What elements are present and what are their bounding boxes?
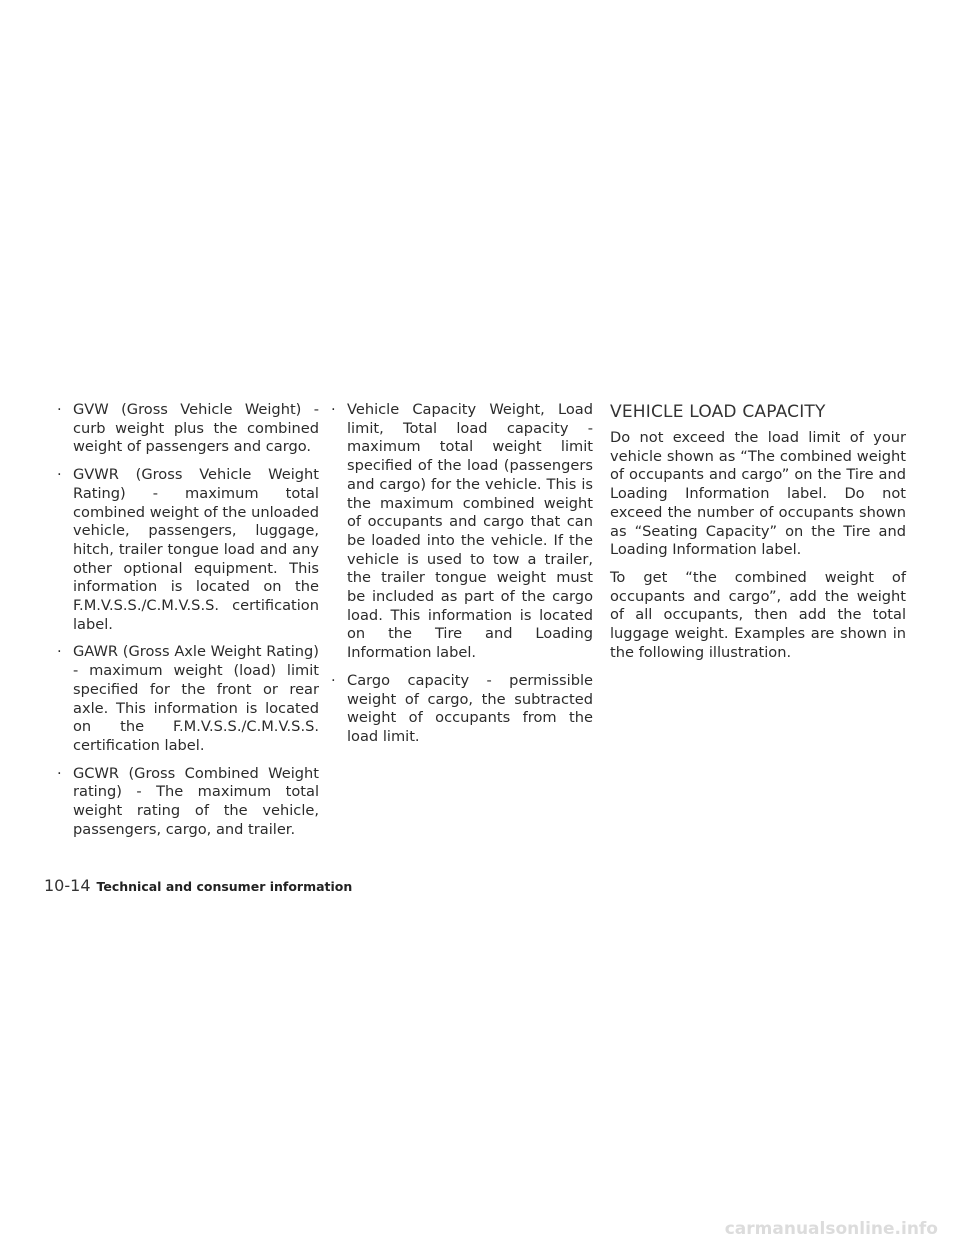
bullet-gvwr	[57, 466, 319, 634]
bullet-marker: ·	[57, 466, 62, 484]
column-left	[57, 401, 319, 848]
column-right	[610, 401, 906, 671]
bullet-gawr	[57, 643, 319, 755]
bullet-text: GCWR (Gross Combined Weight rating) - The maximum total weight rating of the vehicle, passengers, cargo, and trailer.	[73, 764, 319, 838]
bullet-vehicle-capacity-weight	[331, 401, 593, 663]
bullet-text: Cargo capacity - permissible weight of cargo, the subtracted weight of occupants from the load limit.	[347, 671, 593, 745]
bullet-marker: ·	[57, 764, 62, 782]
page-footer	[44, 876, 352, 895]
bullet-marker: ·	[57, 643, 62, 661]
bullet-text: GVWR (Gross Vehicle Weight Rating) - maximum total combined weight of the unloaded vehicle, passengers, luggage, hitch, trailer tongue load and any other optional equipment. This information is located on the F.M.V.S.S./C.M.V.S.S. certification label.	[73, 466, 319, 633]
bullet-marker: ·	[57, 401, 62, 418]
bullet-text: Vehicle Capacity Weight, Load limit, Total load capacity - maximum total weight limit specified of the load (passengers and cargo) for the vehicle. This is the maximum combined weight of occupants and cargo that can be loaded into the vehicle. If the vehicle is used to tow a trailer, the trailer tongue weight must be included as part of the cargo load. This information is located on the Tire and Loading Information label.	[347, 401, 593, 662]
bullet-cargo-capacity	[331, 672, 593, 747]
bullet-marker: ·	[331, 671, 336, 689]
paragraph: Do not exceed the load limit of your vehicle shown as “The combined weight of occupants and cargo” on the Tire and Loading Information label. Do not exceed the number of occupants shown as “Seating Capacity” on the Tire and Loading Information label.	[610, 429, 906, 559]
bullet-marker: ·	[331, 401, 336, 418]
bullet-text: GVW (Gross Vehicle Weight) - curb weight plus the combined weight of passengers and cargo.	[73, 401, 319, 456]
section-title: Technical and consumer information	[96, 879, 353, 894]
bullet-text: GAWR (Gross Axle Weight Rating) - maximum weight (load) limit specified for the front or rear axle. This information is located on the F.M.V.S.S./C.M.V.S.S. certification label.	[73, 643, 319, 754]
bullet-gvw	[57, 401, 319, 457]
page-number: 10-14	[44, 876, 91, 895]
paragraph: To get “the combined weight of occupants and cargo”, add the weight of all occupants, then add the total luggage weight. Examples are shown in the following illustration.	[610, 568, 906, 661]
section-heading: VEHICLE LOAD CAPACITY	[610, 402, 826, 422]
watermark: carmanualsonline.info	[724, 1219, 938, 1239]
column-middle	[331, 401, 593, 756]
bullet-gcwr	[57, 765, 319, 840]
